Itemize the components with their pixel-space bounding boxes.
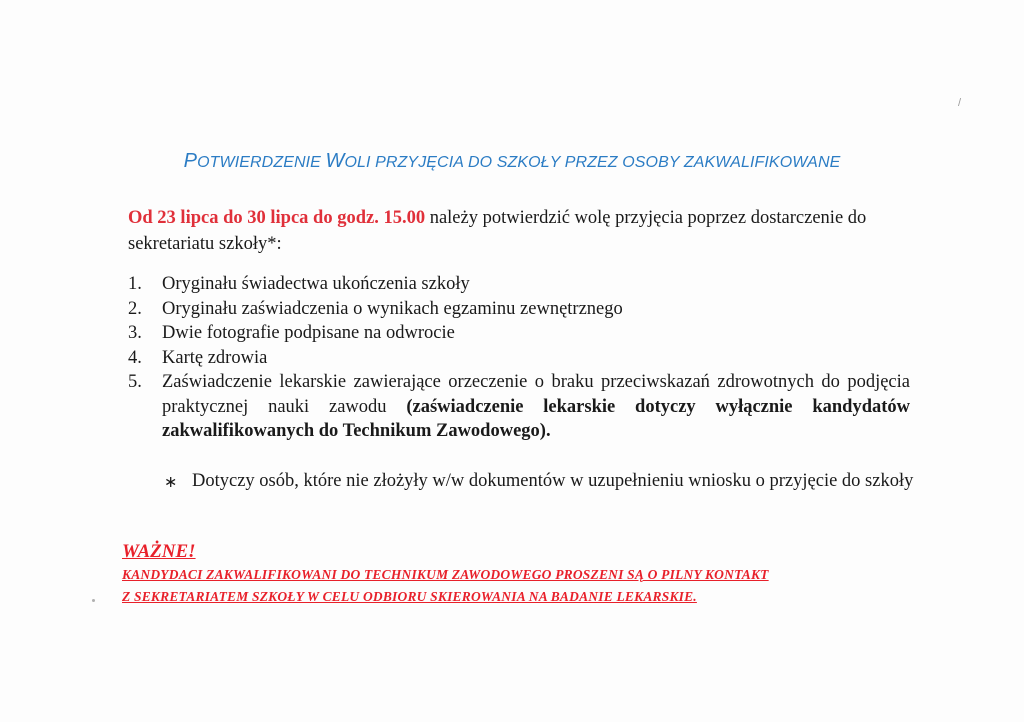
list-item-bold-note: (zaświadczenie lekarskie dotyczy wyłącznie kandydatów zakwalifikowanych do Technikum Zawodowego). [162,396,911,441]
intro-paragraph [128,205,908,257]
list-item [128,272,910,297]
title-part: OTWIERDZENIE [197,154,326,171]
list-number: 2. [128,298,142,319]
list-item-body [162,370,910,444]
list-number: 4. [128,347,142,368]
list-item [128,370,910,444]
title-part: P [183,150,198,172]
footnote [164,468,914,494]
deadline-text: Od 23 lipca do 30 lipca do godz. 15.00 [128,208,426,228]
list-number: 5. [128,372,142,392]
intro-text: należy potwierdzić wolę przyjęcia poprzez dostarczenie do sekretariatu szkoły*: [128,208,867,254]
important-line-2: Z SEKRETARIATEM SZKOŁY W CELU ODBIORU SKIEROWANIA NA BADANIE LEKARSKIE. [122,589,697,604]
list-item-text: Zaświadczenie lekarskie zawierające orzeczenie o braku przeciwskazań zdrowotnych do podjęcia praktycznej nauki zawodu [162,372,910,417]
requirements-list [128,272,910,444]
list-number: 1. [128,274,142,294]
list-item-text: Oryginału świadectwa ukończenia szkoły [162,274,470,294]
list-item [128,321,910,346]
asterisk-icon: ∗ [164,474,178,491]
list-item-text: Kartę zdrowia [162,347,268,368]
footnote-text: Dotyczy osób, które nie złożyły w/w dokumentów w uzupełnieniu wniosku o przyjęcie do szkoły [192,471,914,491]
important-line-1: KANDYDACI ZAKWALIFIKOWANI DO TECHNIKUM ZAWODOWEGO PROSZENI SĄ O PILNY KONTAKT [122,567,769,582]
list-item-text: Dwie fotografie podpisane na odwrocie [162,323,455,343]
title-part: OLI PRZYJĘCIA DO SZKOŁY PRZEZ OSOBY ZAKWALIFIKOWANE [344,154,841,171]
title-part: W [325,150,345,172]
list-item-text: Oryginału zaświadczenia o wynikach egzaminu zewnętrznego [162,298,623,319]
important-notice [122,540,922,608]
document-title [0,150,1024,173]
important-heading: WAŻNE! [122,541,196,562]
list-item [128,297,910,322]
list-number: 3. [128,323,142,343]
scan-dot [92,599,95,602]
scan-mark: / [958,97,962,109]
list-item [128,346,910,371]
